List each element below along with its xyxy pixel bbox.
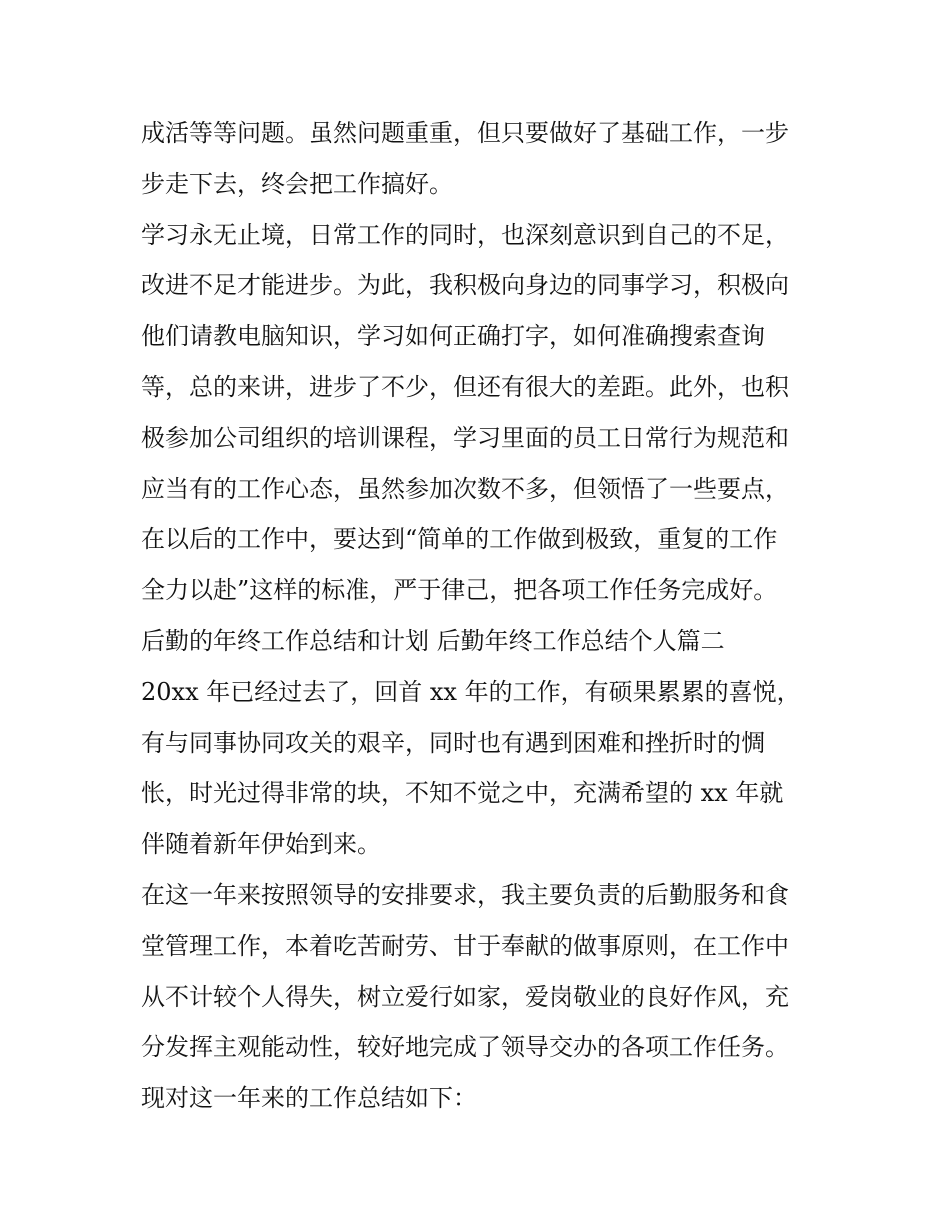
text-line: 堂管理工作，本着吃苦耐劳、甘于奉献的做事原则，在工作中: [141, 931, 789, 960]
text-line: 从不计较个人得失，树立爱行如家，爱岗敬业的良好作风，充: [141, 982, 789, 1011]
text-line: 分发挥主观能动性，较好地完成了领导交办的各项工作任务。: [141, 1033, 789, 1062]
text-line: 有与同事协同攻关的艰辛，同时也有遇到困难和挫折时的惆: [141, 728, 765, 757]
text-line: 改进不足才能进步。为此，我积极向身边的同事学习，积极向: [141, 271, 789, 300]
text-line: 应当有的工作心态，虽然参加次数不多，但领悟了一些要点，: [141, 474, 789, 503]
text-line: 学习永无止境，日常工作的同时，也深刻意识到自己的不足，: [141, 220, 789, 249]
text-line: 20xx 年已经过去了，回首 xx 年的工作，有硕果累累的喜悦，: [141, 677, 801, 706]
text-line: 步走下去，终会把工作搞好。: [141, 169, 453, 198]
text-line: 现对这一年来的工作总结如下：: [141, 1084, 477, 1113]
text-line: 成活等等问题。虽然问题重重，但只要做好了基础工作，一步: [141, 119, 789, 147]
text-line: 怅，时光过得非常的块，不知不觉之中，充满希望的 xx 年就: [141, 779, 784, 808]
text-line: 他们请教电脑知识，学习如何正确打字，如何准确搜索查询: [141, 322, 765, 351]
text-line: 极参加公司组织的培训课程，学习里面的员工日常行为规范和: [141, 423, 789, 452]
text-line: 伴随着新年伊始到来。: [141, 830, 381, 859]
document-body: [141, 108, 821, 1124]
text-line: 在这一年来按照领导的安排要求，我主要负责的后勤服务和食: [141, 880, 789, 909]
text-line: 全力以赴”这样的标准，严于律己，把各项工作任务完成好。: [141, 576, 778, 605]
text-line: 在以后的工作中，要达到“简单的工作做到极致，重复的工作: [141, 525, 778, 554]
text-line: 等，总的来讲，进步了不少，但还有很大的差距。此外，也积: [141, 372, 789, 401]
section-heading: 后勤的年终工作总结和计划 后勤年终工作总结个人篇二: [141, 626, 725, 655]
